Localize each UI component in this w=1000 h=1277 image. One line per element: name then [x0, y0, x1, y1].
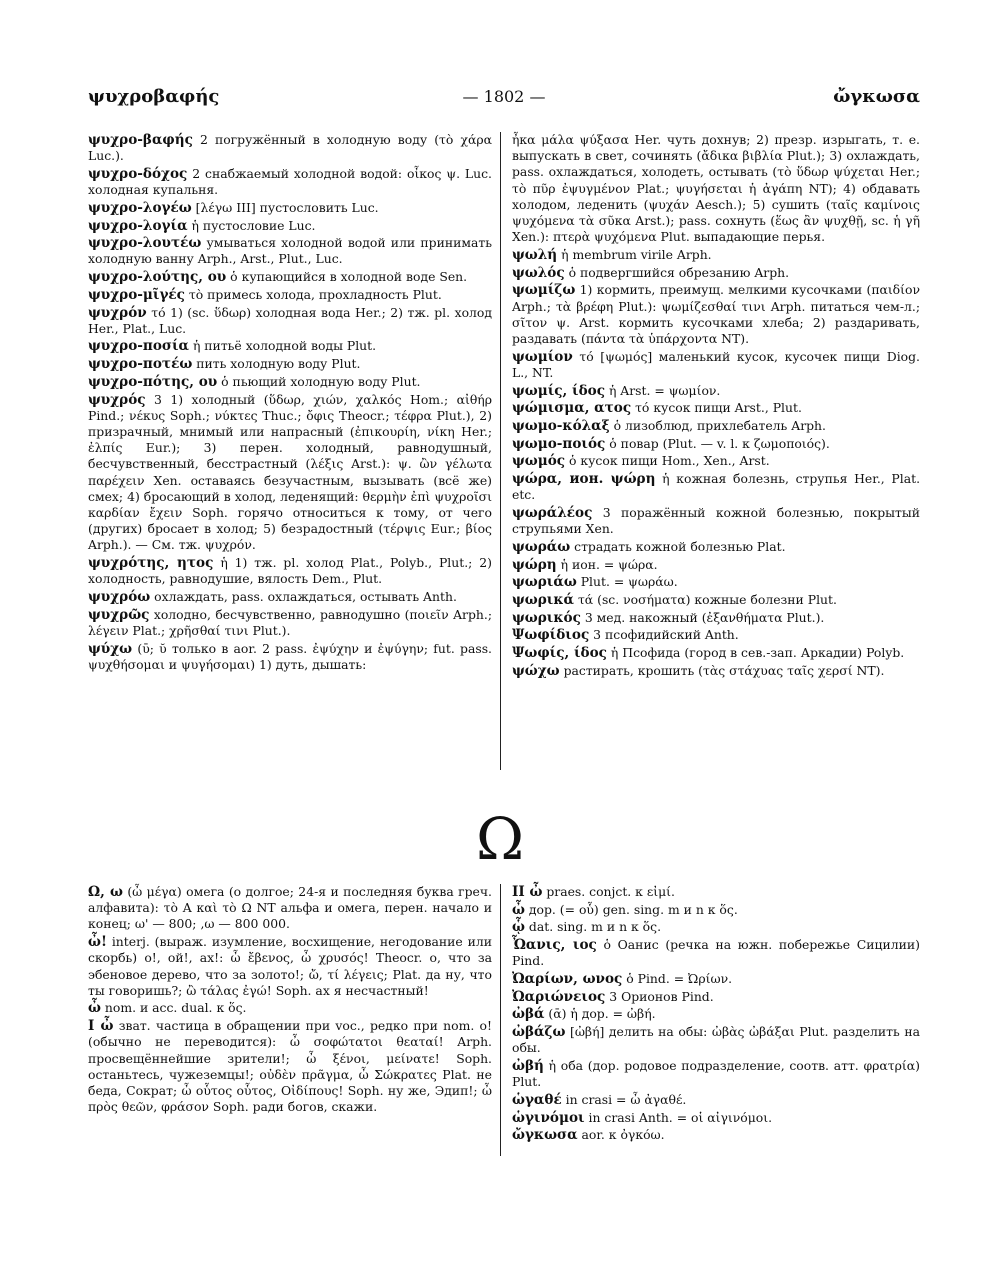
- entry-definition: τὸ примесь холода, прохладность Plut.: [184, 286, 442, 302]
- entry-headword: ψώρη: [512, 556, 557, 573]
- entry-definition: ὁ купающийся в холодной воде Sen.: [226, 269, 468, 285]
- entry-headword: ψώχω: [512, 662, 560, 679]
- dictionary-entry: [512, 1058, 920, 1090]
- dictionary-entry: [512, 349, 920, 381]
- entry-headword: ψωρικά: [512, 591, 575, 608]
- dictionary-entry: [512, 383, 920, 399]
- entry-definition: ὁ Pind. = Ὠρίων.: [622, 971, 733, 987]
- entry-definition: 1) кормить, преимущ. мелкими кусочками (παιδίον Arph.; τὰ βρέφη Plut.): ψωμίζεσθαί τινι Arph. питаться чем-л.; σῖτον ψ. Arst. кормить кусочками хлеба; 2) раздаривать, раздавать (πάντα τὰ ὑπάρχοντα NT).: [512, 282, 920, 346]
- dictionary-entry: [88, 607, 492, 639]
- dictionary-entry: [512, 453, 920, 469]
- entry-definition: 3 поражённый кожной болезнью, покрытый струпьями Xen.: [512, 504, 920, 537]
- dictionary-entry: [88, 392, 492, 554]
- entry-definition: τά (sc. νοσήματα) кожные болезни Plut.: [574, 591, 837, 607]
- entry-definition: τό [ψωμός] маленький кусок, кусочек пищи Diog. L., NT.: [512, 348, 920, 380]
- entry-definition: ἡ питьё холодной воды Plut.: [189, 338, 377, 354]
- entry-headword: ὤγκωσα: [512, 1127, 578, 1144]
- entry-definition: охлаждать, pass. охлаждаться, остывать Anth.: [150, 588, 457, 604]
- column-divider: [500, 884, 501, 1156]
- entry-headword: ψυχρο-λούτης, ου: [88, 269, 227, 286]
- entry-definition: Plut. = ψωράω.: [576, 574, 678, 590]
- entry-definition: interj. (выраж. изумление, восхищение, негодование или скорбь) о!, ой!, ах!: ὦ ἔβενος, ὦ χρυσός! Theocr. о, что за эбеновое дерево, что за золото!; ὤ, τί λέγεις; Plat. да ну, что ты говоришь?; ὢ τάλας ἐγώ! Soph. ах я несчастный!: [88, 934, 492, 998]
- entry-definition: ἡ оба (дор. родовое подразделение, соотв. атт. φρατρία) Plut.: [512, 1058, 920, 1090]
- entry-definition: ὁ повар (Plut. — v. l. к ζωμοποιός).: [605, 435, 830, 451]
- section-letter: Ω: [475, 805, 525, 873]
- entry-headword: ὦ: [512, 901, 525, 918]
- dictionary-entry: [512, 282, 920, 347]
- entry-headword: ψώμισμα, ατος: [512, 400, 632, 417]
- dictionary-entry: [88, 338, 492, 354]
- entry-definition: aor. к ὀγκόω.: [577, 1127, 665, 1143]
- dictionary-entry: [512, 471, 920, 503]
- dictionary-entry: [512, 132, 920, 245]
- entry-headword: Ὠαριώνειος: [512, 988, 606, 1005]
- entry-headword: ψωλή: [512, 246, 558, 263]
- dictionary-entry: [512, 436, 920, 452]
- entry-definition: τό 1) (sc. ὕδωρ) холодная вода Her.; 2) тж. pl. холод Her., Plat., Luc.: [88, 304, 492, 336]
- entry-headword: ψυχρο-λουτέω: [88, 235, 202, 252]
- entry-definition: ἡ кожная болезнь, струпья Her., Plat. etc.: [512, 471, 921, 503]
- entry-headword: ψύχω: [88, 640, 133, 657]
- dictionary-entry: [512, 627, 920, 643]
- entry-definition: растирать, крошить (τὰς στάχυας ταῖς χερσί NT).: [559, 662, 885, 678]
- dictionary-entry: [512, 574, 920, 590]
- dictionary-entry: [512, 937, 920, 969]
- entry-definition: (ᾱ) ἡ дор. = ὠβή.: [544, 1006, 656, 1022]
- entry-definition: τό кусок пищи Arst., Plut.: [631, 400, 802, 416]
- entry-headword: ᾧ: [512, 919, 525, 936]
- entry-headword: ψυχρο-λογέω: [88, 199, 192, 216]
- entry-headword: Ψωφίδιος: [512, 627, 590, 644]
- entry-headword: ψυχρός: [88, 391, 146, 408]
- entry-headword: ψωμίον: [512, 348, 573, 365]
- entry-definition: [ὠβή] делить на обы: ὠβὰς ὠβάξαι Plut. разделить на обы.: [512, 1024, 920, 1056]
- entry-headword: ὡγαθέ: [512, 1091, 562, 1108]
- entry-headword: ψώρα, ион. ψώρη: [512, 471, 656, 488]
- entry-headword: Ὠαρίων, ωνος: [512, 971, 623, 988]
- entry-definition: (ῡ; ῠ только в aor. 2 pass. ἐψύχην и ἐψύγην; fut. pass. ψυχθήσομαι и ψυγήσομαι) 1) дуть, дышать:: [88, 640, 492, 672]
- entry-headword: ψωράω: [512, 538, 571, 555]
- entry-definition: пить холодную воду Plut.: [192, 356, 361, 372]
- dictionary-entry: [512, 1110, 920, 1126]
- entry-headword: Ψωφίς, ίδος: [512, 645, 607, 662]
- entry-definition: 3 мед. накожный (ἐξανθήματα Plut.).: [580, 609, 825, 625]
- entry-definition: ὁ подвергшийся обрезанию Arph.: [564, 264, 790, 280]
- entry-headword: ψωμο-ποιός: [512, 435, 606, 452]
- dictionary-entry: [512, 1127, 920, 1143]
- dictionary-entry: [512, 418, 920, 434]
- entry-definition: [λέγω III] пустословить Luc.: [191, 199, 379, 215]
- entry-headword: ψυχρόν: [88, 304, 147, 321]
- column-left-top: [88, 132, 492, 762]
- entry-headword: Ω, ω: [88, 884, 123, 900]
- entry-definition: холодно, бесчувственно, равнодушно (ποιεῖν Arph.; λέγειν Plat.; χρῆσθαί τινι Plut.).: [88, 606, 492, 638]
- entry-headword: ψυχρο-λογία: [88, 217, 188, 234]
- entry-headword: ψυχρότης, ητος: [88, 555, 214, 572]
- dictionary-entry: [88, 1018, 492, 1115]
- entry-definition: ἦκα μάλα ψύξασα Her. чуть дохнув; 2) презр. изрыгать, т. е. выпускать в свет, сочинять (ἄδικα βιβλία Plut.); 3) охлаждать, pass. охлаждаться, холодеть, остывать (τὸ ὕδωρ ψύχεται Her.; τὸ πῦρ ἐψυγμένον Plat.; ψυγήσεται ἡ ἀγάπη NT); 4) обдавать холодом, леденить (ψυχάν Aesch.); 5) сушить (ταῖς καμίνοις ψυχόμενα τὰ σῦκα Arst.); pass. сохнуть (ἕως ἂν ψυχθῇ, sc. ἡ γῆ Xen.): πτερὰ ψυχόμενα Plut. выпадающие перья.: [512, 132, 920, 245]
- entry-headword: ψυχρῶς: [88, 606, 150, 623]
- entry-definition: ἡ 1) тж. pl. холод Plat., Polyb., Plut.; 2) холодность, равнодушие, вялость Dem., Plut.: [88, 555, 492, 587]
- dictionary-entry: [88, 1000, 492, 1016]
- entry-definition: умываться холодной водой или принимать холодную ванну Arph., Arst., Plut., Luc.: [88, 235, 492, 267]
- entry-definition: nom. и acc. dual. к ὅς.: [100, 1000, 247, 1016]
- entry-definition: ὁ кусок пищи Hom., Xen., Arst.: [565, 453, 770, 469]
- dictionary-entry: [512, 1006, 920, 1022]
- entry-headword: ὠβάζω: [512, 1024, 566, 1041]
- column-divider: [500, 132, 501, 770]
- dictionary-entry: [512, 505, 920, 537]
- header-right-word: ὤγκωσα: [833, 86, 920, 107]
- entry-definition: 3 Орионов Pind.: [605, 988, 714, 1004]
- dictionary-entry: [512, 1024, 920, 1056]
- dictionary-entry: [88, 200, 492, 216]
- column-left-bottom: [88, 884, 492, 1174]
- entry-definition: ἡ ион. = ψώρα.: [556, 556, 658, 572]
- entry-headword: ψυχρόω: [88, 588, 151, 605]
- entry-headword: ψωμίς, ίδος: [512, 382, 605, 399]
- entry-headword: ψυχρο-δόχος: [88, 165, 188, 182]
- dictionary-entry: [88, 132, 492, 164]
- entry-definition: ὁ пьющий холодную воду Plut.: [217, 373, 421, 389]
- dictionary-entry: [88, 641, 492, 673]
- entry-headword: ψωμός: [512, 453, 566, 470]
- dictionary-entry: [88, 235, 492, 267]
- dictionary-entry: [512, 663, 920, 679]
- entry-headword: ὦ!: [88, 934, 107, 951]
- entry-headword: ψωρικός: [512, 609, 581, 626]
- page-number: — 1802 —: [462, 87, 546, 106]
- header-left-word: ψυχροβαφής: [88, 86, 220, 107]
- column-right-bottom: [512, 884, 920, 1174]
- dictionary-entry: [88, 356, 492, 372]
- entry-headword: ὠβή: [512, 1058, 544, 1075]
- dictionary-entry: [512, 610, 920, 626]
- entry-definition: ὁ лизоблюд, прихлебатель Arph.: [609, 417, 826, 433]
- entry-headword: ψυχρο-βαφής: [88, 132, 193, 148]
- entry-definition: ἡ membrum virile Arph.: [557, 246, 712, 262]
- dictionary-entry: [512, 971, 920, 987]
- dictionary-entry: [88, 555, 492, 587]
- dictionary-entry: [512, 989, 920, 1005]
- entry-headword: ὡγινόμοι: [512, 1109, 585, 1126]
- entry-headword: ψυχρο-ποσία: [88, 338, 189, 355]
- dictionary-entry: [88, 934, 492, 999]
- entry-headword: II ὦ: [512, 884, 543, 900]
- entry-definition: дор. (= οὗ) gen. sing. m и n к ὅς.: [524, 901, 738, 917]
- page-header: [88, 86, 920, 114]
- entry-headword: ψωλός: [512, 264, 565, 281]
- dictionary-entry: [88, 589, 492, 605]
- dictionary-entry: [88, 269, 492, 285]
- dictionary-entry: [512, 884, 920, 900]
- dictionary-entry: [512, 1092, 920, 1108]
- entry-definition: 2 снабжаемый холодной водой: οἶκος ψ. Luc. холодная купальня.: [88, 165, 492, 198]
- entry-headword: Ὦανις, ιος: [512, 937, 597, 954]
- column-right-top: [512, 132, 920, 772]
- entry-headword: ψωμο-κόλαξ: [512, 417, 610, 434]
- entry-definition: ἡ Псофида (город в сев.-зап. Аркадии) Polyb.: [606, 645, 905, 661]
- dictionary-entry: [512, 265, 920, 281]
- entry-definition: in crasi = ὦ ἀγαθέ.: [561, 1091, 687, 1107]
- entry-definition: (ὦ μέγα) омега (о долгое; 24-я и последняя буква греч. алфавита): τὸ Α καὶ τὸ Ω NT альфа и омега, перен. начало и конец; ω' — 800; ‚ω — 800 000.: [88, 884, 492, 932]
- entry-headword: ὠβά: [512, 1006, 545, 1023]
- entry-definition: praes. conjct. к εἰμί.: [542, 884, 675, 899]
- entry-headword: ὦ: [88, 1000, 101, 1017]
- dictionary-entry: [512, 645, 920, 661]
- dictionary-entry: [88, 287, 492, 303]
- entry-definition: 3 псофидийский Anth.: [589, 627, 739, 643]
- entry-definition: dat. sing. m и n к ὅς.: [524, 919, 662, 935]
- dictionary-entry: [88, 218, 492, 234]
- dictionary-entry: [88, 884, 492, 933]
- dictionary-entry: [512, 557, 920, 573]
- entry-headword: I ὦ: [88, 1018, 114, 1035]
- entry-definition: 3 1) холодный (ὕδωρ, χιών, χαλκός Hom.; αἰθήρ Pind.; νέκυς Soph.; νύκτες Thuc.; ὄφις Theocr.; τέφρα Plut.), 2) призрачный, мнимый или напрасный (ἐπικουρίη, νίκη Her.; ἐλπίς Eur.); 3) перен. холодный, равнодушный, бесчувственный, бесстрастный (λέξις Arst.): ψ. ὢν γέλωτα παρέχειν Xen. оставаясь безучастным, вызывать (всё же) смех; 4) бросающий в холод, леденящий: θερμὴν ἐπὶ ψυχροῖσι καρδίαν ἔχειν Soph. горячо относиться к тому, от чего (других) бросает в холод; 5) безрадостный (τέρψις Eur.; βίος Arph.). — См. тж. ψυχρόν.: [88, 391, 492, 553]
- dictionary-entry: [512, 400, 920, 416]
- entry-definition: ἡ пустословие Luc.: [187, 217, 316, 233]
- entry-headword: ψωράλέος: [512, 504, 593, 521]
- entry-definition: ὁ Оанис (речка на южн. побережье Сицилии) Pind.: [512, 937, 920, 969]
- entry-headword: ψωριάω: [512, 574, 577, 591]
- entry-definition: страдать кожной болезнью Plat.: [570, 538, 786, 554]
- entry-definition: зват. частица в обращении при voc., редко при nom. о! (обычно не переводится): ὦ σοφώτατοι θεαταί! Arph. просвещённейшие зрители!; ὦ ξένοι, μείνατε! Soph. останьтесь, чужеземцы!; οὐδὲν πρᾶγμα, ὦ Σώκρατες Plat. не беда, Сократ; ὦ οὗτος οὗτος, Οἰδίπους! Soph. ну же, Эдип!; ὦ πρὸς θεῶν, φράσον Soph. ради богов, скажи.: [88, 1018, 492, 1115]
- entry-headword: ψυχρο-μῖγές: [88, 286, 185, 303]
- dictionary-entry: [88, 374, 492, 390]
- dictionary-entry: [512, 902, 920, 918]
- dictionary-entry: [512, 539, 920, 555]
- dictionary-entry: [88, 166, 492, 198]
- entry-headword: ψυχρο-πότης, ου: [88, 373, 218, 390]
- dictionary-entry: [512, 592, 920, 608]
- dictionary-entry: [88, 305, 492, 337]
- entry-headword: ψωμίζω: [512, 282, 576, 299]
- dictionary-entry: [512, 919, 920, 935]
- entry-definition: in crasi Anth. = οἱ αἰγινόμοι.: [584, 1109, 773, 1125]
- entry-headword: ψυχρο-ποτέω: [88, 356, 193, 373]
- entry-definition: 2 погружённый в холодную воду (τὸ χάρα Luc.).: [88, 132, 492, 164]
- entry-definition: ἡ Arst. = ψωμίον.: [605, 382, 721, 398]
- dictionary-entry: [512, 247, 920, 263]
